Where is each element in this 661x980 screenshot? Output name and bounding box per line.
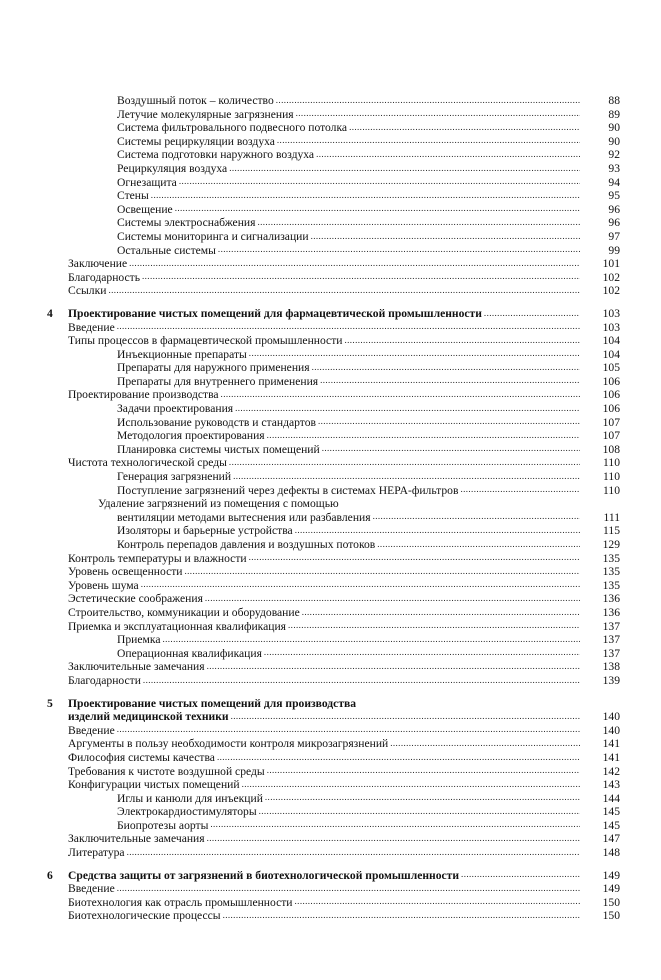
page-number: 92 xyxy=(608,148,620,162)
page-number: 108 xyxy=(602,442,620,456)
toc-entry xyxy=(68,606,620,620)
entry-title: Типы процессов в фармацевтической промышленности xyxy=(68,334,343,348)
page-number: 136 xyxy=(602,605,620,619)
entry-title: Иглы и канюли для инъекций xyxy=(117,791,263,805)
entry-title: Системы электроснабжения xyxy=(117,216,256,230)
dot-leader xyxy=(277,135,580,146)
dot-leader xyxy=(264,647,580,658)
page-number: 105 xyxy=(602,361,620,375)
page-number: 103 xyxy=(602,306,620,320)
toc-entry xyxy=(68,620,620,634)
dot-leader xyxy=(242,779,580,790)
toc-entry xyxy=(117,524,620,538)
entry-title: Биопротезы аорты xyxy=(117,818,209,832)
page-number: 147 xyxy=(602,832,620,846)
page-number: 90 xyxy=(608,134,620,148)
toc-entry xyxy=(68,660,620,674)
entry-title: Рециркуляция воздуха xyxy=(117,161,228,175)
entry-title: Приемка xyxy=(117,633,161,647)
toc-entry xyxy=(117,189,620,203)
toc-entry xyxy=(117,805,620,819)
entry-title: Приемка и эксплуатационная квалификация xyxy=(68,619,287,633)
entry-title: вентиляции методами вытеснения или разбавления xyxy=(117,510,371,524)
toc-entry xyxy=(68,321,620,335)
entry-title: Строительство, коммуникации и оборудование xyxy=(68,605,300,619)
toc-entry xyxy=(98,497,620,511)
page-number: 97 xyxy=(608,229,620,243)
entry-title: Требования к чистоте воздушной среды xyxy=(68,764,265,778)
entry-title: Средства защиты от загрязнений в биотехнологической промышленности xyxy=(68,868,460,882)
toc-entry xyxy=(117,443,620,457)
toc-entry xyxy=(117,484,620,498)
toc-entry xyxy=(117,633,620,647)
dot-leader xyxy=(179,176,580,187)
page-number: 106 xyxy=(602,388,620,402)
page-number: 135 xyxy=(602,551,620,565)
page-number: 137 xyxy=(602,619,620,633)
dot-leader xyxy=(205,593,580,604)
page-number: 145 xyxy=(602,805,620,819)
dot-leader xyxy=(377,539,580,550)
page-number: 138 xyxy=(602,660,620,674)
dot-leader xyxy=(461,869,580,880)
dot-leader xyxy=(460,484,580,495)
dot-leader xyxy=(218,244,580,255)
entry-title: Изоляторы и барьерные устройства xyxy=(117,524,293,538)
toc-entry xyxy=(117,148,620,162)
dot-leader xyxy=(127,847,580,858)
toc-entry xyxy=(68,778,620,792)
entry-title: Введение xyxy=(68,882,115,896)
entry-title: Препараты для внутреннего применения xyxy=(117,374,319,388)
dot-leader xyxy=(143,675,580,686)
entry-title: Электрокардиостимуляторы xyxy=(117,805,257,819)
toc-entry xyxy=(68,552,620,566)
dot-leader xyxy=(267,765,580,776)
page-number: 94 xyxy=(608,175,620,189)
entry-title: Освещение xyxy=(117,202,173,216)
dot-leader xyxy=(141,579,580,590)
entry-title: Системы мониторинга и сигнализации xyxy=(117,229,309,243)
dot-leader xyxy=(257,217,580,228)
entry-title: Удаление загрязнений из помещения с помощью xyxy=(98,497,339,511)
toc-entry xyxy=(68,271,620,285)
dot-leader xyxy=(316,149,580,160)
table-of-contents xyxy=(0,94,661,923)
dot-leader xyxy=(373,511,580,522)
toc-entry xyxy=(68,674,620,688)
page-number: 107 xyxy=(602,415,620,429)
page-number: 140 xyxy=(602,710,620,724)
page-number: 102 xyxy=(602,270,620,284)
dot-leader xyxy=(259,806,580,817)
page-number: 136 xyxy=(602,592,620,606)
dot-leader xyxy=(295,896,580,907)
entry-title: Использование руководств и стандартов xyxy=(117,415,316,429)
entry-title: Системы рециркуляции воздуха xyxy=(117,134,275,148)
entry-title: Проектирование чистых помещений для фармацевтической промышленности xyxy=(68,306,482,320)
toc-entry xyxy=(117,94,620,108)
entry-title: Остальные системы xyxy=(117,243,216,257)
toc-entry xyxy=(68,565,620,579)
toc-entry xyxy=(117,470,620,484)
page-number: 144 xyxy=(602,791,620,805)
toc-entry xyxy=(117,162,620,176)
chapter-number: 5 xyxy=(47,696,53,710)
dot-leader xyxy=(320,375,580,386)
page-number: 101 xyxy=(602,257,620,271)
toc-entry xyxy=(117,792,620,806)
toc-entry xyxy=(117,216,620,230)
toc-entry xyxy=(117,230,620,244)
dot-leader xyxy=(344,335,580,346)
dot-leader xyxy=(322,443,580,454)
page-number: 88 xyxy=(608,94,620,107)
toc-entry xyxy=(117,538,620,552)
dot-leader xyxy=(117,321,580,332)
entry-title: Конфигурации чистых помещений xyxy=(68,778,240,792)
dot-leader xyxy=(267,430,580,441)
dot-leader xyxy=(484,308,580,319)
toc-entry xyxy=(117,121,620,135)
dot-leader xyxy=(295,525,580,536)
page-number: 149 xyxy=(602,882,620,896)
entry-title: Проектирование производства xyxy=(68,388,219,402)
entry-title: Система подготовки наружного воздуха xyxy=(117,148,315,162)
dot-leader xyxy=(231,711,580,722)
toc-entry xyxy=(117,135,620,149)
toc-entry xyxy=(117,416,620,430)
chapter-number: 6 xyxy=(47,868,53,882)
page-number: 102 xyxy=(602,284,620,298)
dot-leader xyxy=(108,285,580,296)
entry-title: Инъекционные препараты xyxy=(117,347,247,361)
entry-title: Биотехнологические процессы xyxy=(68,909,221,923)
entry-title: Введение xyxy=(68,723,115,737)
entry-title: Летучие молекулярные загрязнения xyxy=(117,107,294,121)
toc-entry xyxy=(68,832,620,846)
toc-entry xyxy=(68,909,620,923)
toc-entry xyxy=(68,456,620,470)
toc-chapter-heading xyxy=(47,306,620,321)
toc-entry xyxy=(117,647,620,661)
toc-entry xyxy=(68,257,620,271)
page-number: 96 xyxy=(608,216,620,230)
toc-entry xyxy=(68,334,620,348)
toc-chapter-heading xyxy=(47,868,620,883)
toc-entry xyxy=(68,579,620,593)
dot-leader xyxy=(276,95,580,106)
dot-leader xyxy=(233,471,580,482)
entry-title: Поступление загрязнений через дефекты в системах HEPA-фильтров xyxy=(117,483,459,497)
dot-leader xyxy=(162,634,580,645)
page-number: 103 xyxy=(602,320,620,334)
entry-title: Операционная квалификация xyxy=(117,646,262,660)
entry-title: Заключение xyxy=(68,257,128,271)
page-number: 142 xyxy=(602,764,620,778)
page-number: 149 xyxy=(602,868,620,882)
entry-title: Система фильтровального подвесного потолка xyxy=(117,121,348,135)
entry-title: Заключительные замечания xyxy=(68,832,205,846)
toc-entry xyxy=(117,361,620,375)
page-number: 137 xyxy=(602,633,620,647)
page-number: 135 xyxy=(602,578,620,592)
entry-title: изделий медицинской техники xyxy=(68,710,229,724)
toc-entry xyxy=(117,348,620,362)
toc-entry xyxy=(117,429,620,443)
entry-title: Воздушный поток – количество xyxy=(117,94,274,107)
page-number: 96 xyxy=(608,202,620,216)
page-number: 99 xyxy=(608,243,620,257)
page-number: 141 xyxy=(602,737,620,751)
dot-leader xyxy=(151,190,580,201)
entry-title: Философия системы качества xyxy=(68,750,215,764)
entry-title: Биотехнология как отрасль промышленности xyxy=(68,895,293,909)
page-number: 148 xyxy=(602,846,620,860)
dot-leader xyxy=(175,203,580,214)
entry-title: Ссылки xyxy=(68,284,107,298)
toc-entry xyxy=(68,882,620,896)
dot-leader xyxy=(390,738,580,749)
entry-title: Благодарности xyxy=(68,673,141,687)
toc-entry xyxy=(68,846,620,860)
dot-leader xyxy=(296,108,580,119)
entry-title: Чистота технологической среды xyxy=(68,456,227,470)
page-number: 143 xyxy=(602,778,620,792)
entry-title: Уровень шума xyxy=(68,578,139,592)
entry-title: Задачи проектирования xyxy=(117,402,234,416)
page-number: 106 xyxy=(602,402,620,416)
entry-title: Контроль перепадов давления и воздушных потоков xyxy=(117,538,376,551)
toc-entry xyxy=(117,203,620,217)
entry-title: Генерация загрязнений xyxy=(117,470,232,484)
toc-entry xyxy=(68,592,620,606)
toc-entry xyxy=(68,737,620,751)
dot-leader xyxy=(229,457,580,468)
dot-leader xyxy=(249,348,580,359)
entry-title: Планировка системы чистых помещений xyxy=(117,442,320,456)
page-number: 95 xyxy=(608,189,620,203)
page-number: 139 xyxy=(602,673,620,687)
page-number: 115 xyxy=(603,524,620,538)
page-number: 140 xyxy=(602,723,620,737)
toc-entry xyxy=(117,375,620,389)
dot-leader xyxy=(312,362,580,373)
page-number: 111 xyxy=(603,510,620,524)
page-number: 137 xyxy=(602,646,620,660)
page-number: 129 xyxy=(602,538,620,551)
dot-leader xyxy=(229,163,580,174)
toc-entry xyxy=(117,819,620,833)
dot-leader xyxy=(207,833,580,844)
dot-leader xyxy=(217,752,580,763)
dot-leader xyxy=(235,403,580,414)
dot-leader xyxy=(349,122,580,133)
dot-leader xyxy=(117,883,580,894)
dot-leader xyxy=(265,792,580,803)
dot-leader xyxy=(142,271,580,282)
page-number: 110 xyxy=(603,483,620,497)
page-number: 106 xyxy=(602,374,620,388)
page-number: 110 xyxy=(603,470,620,484)
dot-leader xyxy=(117,724,580,735)
entry-title: Заключительные замечания xyxy=(68,660,205,674)
entry-title: Уровень освещенности xyxy=(68,565,183,579)
page-number: 141 xyxy=(602,750,620,764)
page-number: 150 xyxy=(602,895,620,909)
dot-leader xyxy=(185,566,581,577)
toc-entry xyxy=(117,108,620,122)
page-number: 107 xyxy=(602,429,620,443)
toc-entry xyxy=(117,176,620,190)
entry-title: Литература xyxy=(68,846,125,860)
entry-title: Проектирование чистых помещений для производства xyxy=(68,696,357,710)
page-number: 90 xyxy=(608,121,620,135)
dot-leader xyxy=(288,620,580,631)
page-number: 104 xyxy=(602,347,620,361)
entry-title: Препараты для наружного применения xyxy=(117,361,310,375)
dot-leader xyxy=(318,416,580,427)
page-number: 145 xyxy=(602,818,620,832)
dot-leader xyxy=(311,231,580,242)
dot-leader xyxy=(249,552,580,563)
toc-entry xyxy=(68,896,620,910)
entry-title: Благодарность xyxy=(68,270,140,284)
dot-leader xyxy=(129,258,580,269)
toc-entry xyxy=(68,284,620,298)
page-number: 110 xyxy=(603,456,620,470)
dot-leader xyxy=(207,661,580,672)
entry-title: Эстетические соображения xyxy=(68,592,203,606)
toc-chapter-heading-continued xyxy=(68,710,620,724)
toc-entry xyxy=(117,511,620,525)
entry-title: Стены xyxy=(117,189,149,203)
toc-entry xyxy=(68,724,620,738)
toc-entry xyxy=(117,402,620,416)
entry-title: Введение xyxy=(68,320,115,334)
page-number: 150 xyxy=(602,909,620,923)
dot-leader xyxy=(210,819,580,830)
entry-title: Аргументы в пользу необходимости контроля микрозагрязнений xyxy=(68,737,389,751)
chapter-number: 4 xyxy=(47,306,53,320)
entry-title: Огнезащита xyxy=(117,175,177,189)
dot-leader xyxy=(223,910,580,921)
dot-leader xyxy=(302,607,580,618)
page-number: 93 xyxy=(608,161,620,175)
toc-entry xyxy=(68,388,620,402)
entry-title: Контроль температуры и влажности xyxy=(68,551,247,565)
toc-entry xyxy=(117,244,620,258)
toc-chapter-heading xyxy=(47,696,620,711)
toc-entry xyxy=(68,751,620,765)
page-number: 104 xyxy=(602,334,620,348)
page-number: 135 xyxy=(602,565,620,579)
entry-title: Методология проектирования xyxy=(117,429,265,443)
page-number: 89 xyxy=(608,107,620,121)
dot-leader xyxy=(221,389,580,400)
toc-entry xyxy=(68,765,620,779)
